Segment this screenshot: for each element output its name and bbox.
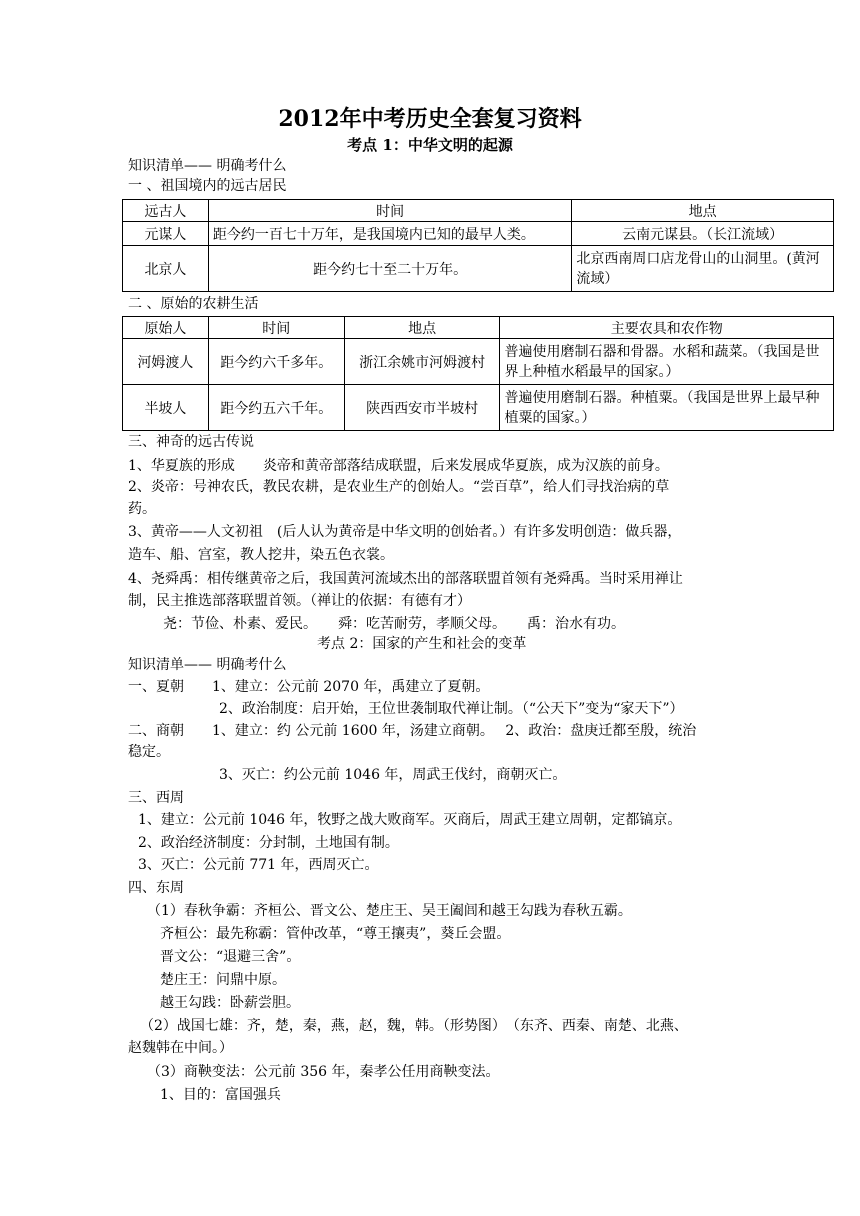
table-header-row	[123, 200, 834, 222]
text-line: 稳定。	[128, 744, 170, 760]
heading-eastern-zhou: 四、东周	[128, 880, 184, 896]
table-cell: 距今约五六千年。	[208, 385, 344, 431]
text-line: 药。	[128, 501, 156, 517]
text-line: 制，民主推选部落联盟首领。（禅让的依据：有德有才）	[128, 593, 471, 609]
table-cell: 元谋人	[123, 222, 209, 246]
text-line: 二、商朝 1、建立：约 公元前 1600 年，汤建立商朝。 2、政治：盘庚迁都至殷，统治	[128, 723, 697, 739]
heading-western-zhou: 三、西周	[128, 790, 184, 806]
table-cell: 距今约六千多年。	[208, 339, 344, 385]
knowledge-list-label-1: 知识清单—— 明确考什么	[128, 158, 287, 174]
table-header-cell: 时间	[208, 317, 344, 339]
farming-life-table	[122, 316, 834, 431]
text-line: 一、夏朝 1、建立：公元前 2070 年，禹建立了夏朝。	[128, 679, 490, 695]
table-cell: 云南元谋县。（长江流域）	[572, 222, 834, 246]
table-header-cell: 地点	[572, 200, 834, 222]
page-title: 2012年中考历史全套复习资料	[278, 106, 582, 132]
section-title-1: 考点 1：中华文明的起源	[347, 136, 513, 154]
table-row	[123, 246, 834, 292]
heading-ancient-residents: 一 、祖国境内的远古居民	[128, 178, 287, 194]
text-line: （2）战国七雄：齐，楚，秦，燕，赵，魏，韩。（形势图） （东齐、西秦、南楚、北燕、	[140, 1018, 688, 1034]
table-row	[123, 222, 834, 246]
heading-legends: 三、神奇的远古传说	[128, 434, 254, 450]
table-cell: 距今约七十至二十万年。	[208, 246, 571, 292]
text-line: 4、尧舜禹：相传继黄帝之后，我国黄河流域杰出的部落联盟首领有尧舜禹。当时采用禅让	[128, 571, 683, 587]
text-line: 晋文公：“退避三舍”。	[160, 949, 301, 965]
text-line: 2、政治经济制度：分封制，土地国有制。	[138, 835, 399, 851]
text-line: 1、建立：公元前 1046 年，牧野之战大败商军。灭商后，周武王建立周朝，定都镐京。	[138, 812, 682, 828]
table-cell: 距今约一百七十万年，是我国境内已知的最早人类。	[208, 222, 571, 246]
heading-farming-life: 二 、原始的农耕生活	[128, 296, 259, 312]
table-cell: 陕西西安市半坡村	[344, 385, 500, 431]
text-line: 3、灭亡：公元前 771 年，西周灭亡。	[138, 857, 379, 873]
text-line: 齐桓公：最先称霸：管仲改革，“尊王攘夷”，葵丘会盟。	[160, 926, 511, 942]
text-line: 越王勾践：卧薪尝胆。	[160, 995, 300, 1011]
ancient-residents-table	[122, 199, 834, 292]
table-header-cell: 地点	[344, 317, 500, 339]
text-line: 2、炎帝：号神农氏，教民农耕，是农业生产的创始人。“尝百草”，给人们寻找治病的草	[128, 479, 670, 495]
table-cell: 北京西南周口店龙骨山的山洞里。(黄河流域）	[572, 246, 834, 292]
table-cell: 普遍使用磨制石器和骨器。水稻和蔬菜。（我国是世界上种植水稻最早的国家。）	[500, 339, 834, 385]
table-header-cell: 时间	[208, 200, 571, 222]
knowledge-list-label-2: 知识清单—— 明确考什么	[128, 657, 287, 673]
text-line: （3）商鞅变法：公元前 356 年，秦孝公任用商鞅变法。	[147, 1064, 500, 1080]
table-header-cell: 主要农具和农作物	[500, 317, 834, 339]
table-cell: 普遍使用磨制石器。种植粟。（我国是世界上最早种植粟的国家。）	[500, 385, 834, 431]
text-line: （1）春秋争霸：齐桓公、晋文公、楚庄王、吴王阖闾和越王勾践为春秋五霸。	[147, 903, 632, 919]
table-cell: 河姆渡人	[123, 339, 209, 385]
text-line: 3、灭亡：约公元前 1046 年，周武王伐纣，商朝灭亡。	[219, 767, 567, 783]
text-line: 赵魏韩在中间。）	[128, 1040, 233, 1056]
table-header-cell: 远古人	[123, 200, 209, 222]
table-row	[123, 339, 834, 385]
text-line: 3、黄帝——人文初祖 (后人认为黄帝是中华文明的创始者。）有许多发明创造：做兵器，	[128, 524, 682, 540]
table-header-cell: 原始人	[123, 317, 209, 339]
table-row	[123, 385, 834, 431]
section-title-2: 考点 2：国家的产生和社会的变革	[317, 636, 527, 652]
text-line: 1、华夏族的形成 炎帝和黄帝部落结成联盟，后来发展成华夏族，成为汉族的前身。	[128, 458, 669, 474]
text-line: 造车、船、宫室，教人挖井，染五色衣裳。	[128, 547, 394, 563]
table-cell: 浙江余姚市河姆渡村	[344, 339, 500, 385]
text-line: 尧：节俭、朴素、爱民。 舜：吃苦耐劳，孝顺父母。 禹：治水有功。	[163, 616, 625, 632]
text-line: 楚庄王：问鼎中原。	[160, 972, 286, 988]
table-header-row	[123, 317, 834, 339]
table-cell: 北京人	[123, 246, 209, 292]
text-line: 2、政治制度：启开始，王位世袭制取代禅让制。（“公天下”变为“家天下”）	[219, 701, 684, 717]
text-line: 1、目的：富国强兵	[160, 1087, 281, 1103]
table-cell: 半坡人	[123, 385, 209, 431]
